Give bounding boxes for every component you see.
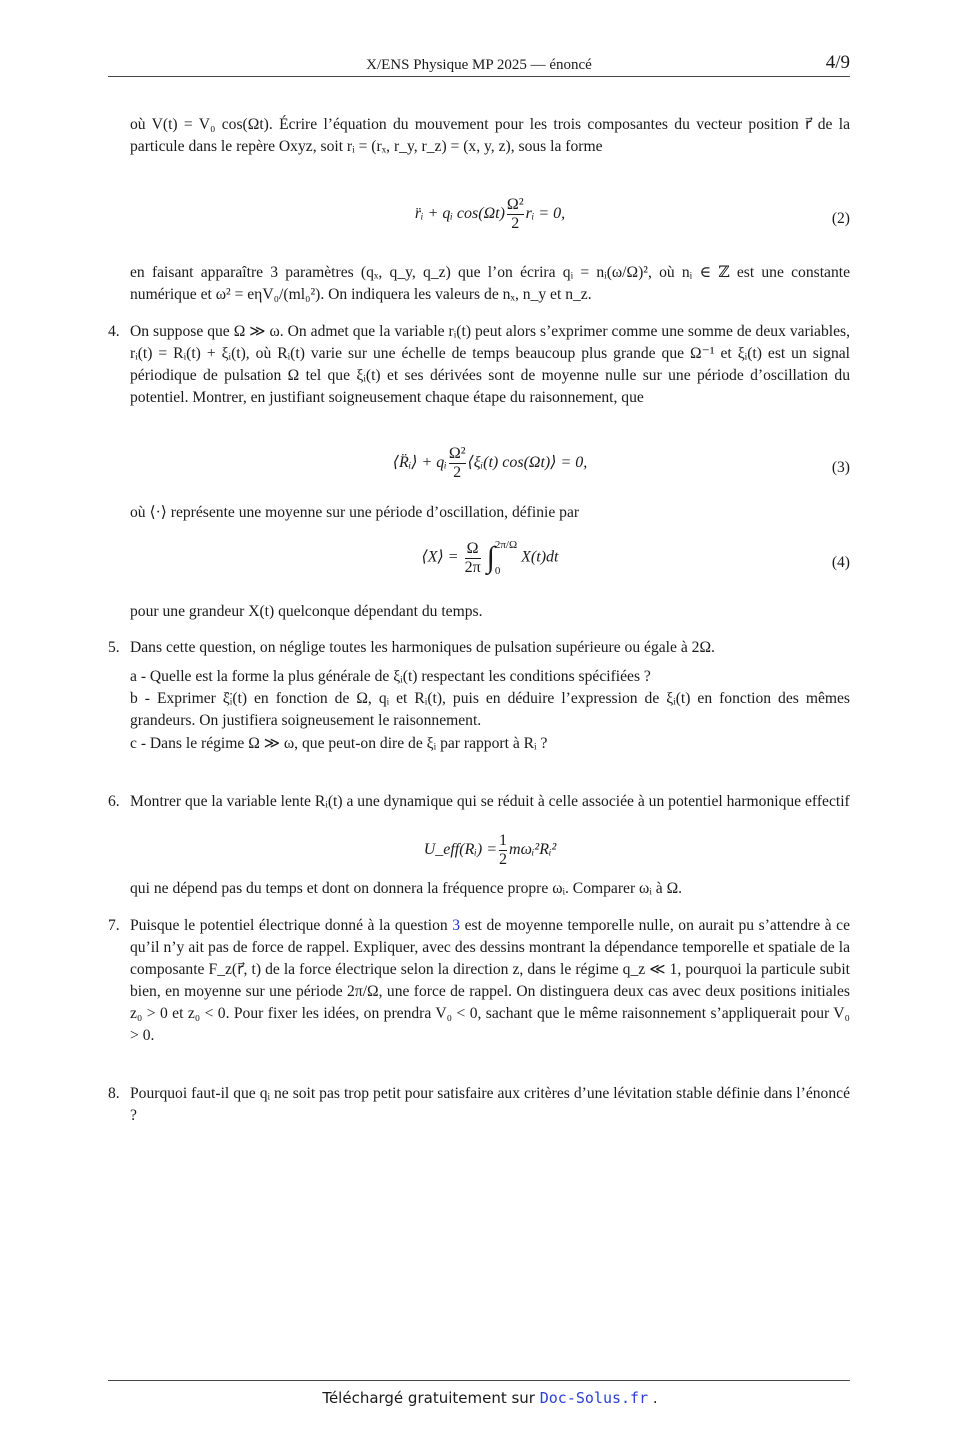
equation-4-body <box>130 538 850 578</box>
equation-3-body <box>130 445 850 482</box>
equation-4 <box>130 538 850 590</box>
question-5c: c - Dans le régime Ω ≫ ω, que peut-on dire de ξᵢ par rapport à Rᵢ ? <box>130 735 548 752</box>
after-eq2-paragraph: en faisant apparaître 3 paramètres (qₓ, q_y, q_z) que l’on écrira qᵢ = nᵢ(ω/Ω)², où nᵢ ∈ ℤ est une constante numérique et ω² = eηV₀/(ml₀²). On indiquera les valeurs de nₓ, n_y et n_z. <box>130 264 850 303</box>
eq3-frac-num: Ω² <box>448 445 466 462</box>
question-7-text <box>130 915 850 1047</box>
question-8-text: Pourquoi faut-il que qᵢ ne soit pas trop petit pour satisfaire aux critères d’une lévitation stable définie dans l’énoncé ? <box>130 1085 850 1124</box>
integral-sign: ∫ <box>486 541 495 574</box>
eq4-rhs: X(t)dt <box>521 548 559 566</box>
question-5b: b - Exprimer ξ̈ᵢ(t) en fonction de Ω, qᵢ et Rᵢ(t), puis en déduire l’expression de ξᵢ(t) en fonction des mêmes grandeurs. On justifiera soigneusement le raisonnement. <box>130 690 850 729</box>
after-eq3-paragraph: où ⟨·⟩ représente une moyenne sur une période d’oscillation, définie par <box>130 504 580 521</box>
eq3-fraction <box>449 445 466 482</box>
eq3-lhs: ⟨R̈ᵢ⟩ + qᵢ <box>392 454 447 472</box>
eq2-frac-num: Ω² <box>506 196 524 213</box>
intro-paragraph: où V(t) = V₀ cos(Ωt). Écrire l’équation du mouvement pour les trois composantes du vecteur position r⃗ de la particule dans le repère Oxyz, soit rᵢ = (rₓ, r_y, r_z) = (x, y, z), sous la forme <box>130 116 850 155</box>
eq3-rhs: ⟨ξᵢ(t) cos(Ωt)⟩ = 0, <box>467 454 588 472</box>
integral-upper: 2π/Ω <box>494 539 518 551</box>
integral-bounds <box>495 538 517 578</box>
ueff-rhs: mωᵢ²Rᵢ² <box>509 841 557 859</box>
question-6-after: qui ne dépend pas du temps et dont on donnera la fréquence propre ωᵢ. Comparer ωᵢ à Ω. <box>130 880 683 897</box>
page-header <box>108 52 850 77</box>
question-6-number: 6. <box>108 793 120 810</box>
page-number: 4/9 <box>825 52 850 73</box>
question-3-link[interactable]: 3 <box>452 917 461 934</box>
equation-2 <box>130 196 850 242</box>
equation-2-number: (2) <box>831 210 850 227</box>
equation-3-number: (3) <box>831 459 850 476</box>
ueff-frac-den: 2 <box>499 851 508 868</box>
equation-ueff-body <box>130 832 850 869</box>
question-7-number: 7. <box>108 917 120 934</box>
question-8-number: 8. <box>108 1085 120 1102</box>
eq2-rhs: rᵢ = 0, <box>525 205 566 223</box>
eq4-frac-den: 2π <box>464 558 481 576</box>
page-footer <box>0 1387 980 1409</box>
question-5a: a - Quelle est la forme la plus générale de ξᵢ(t) respectant les conditions spécifiées ? <box>130 668 651 685</box>
equation-2-body <box>130 196 850 233</box>
footer-text: Téléchargé gratuitement sur <box>322 1389 540 1407</box>
q7-text-before: Puisque le potentiel électrique donné à la question <box>130 917 453 934</box>
q7-text-after: est de moyenne temporelle nulle, on aurait pu s’attendre à ce qu’il n’y ait pas de force de rappel. Expliquer, avec des dessins montrant la dépendance temporelle et spatiale de la composante F_z(r⃗, t) de la force électrique selon la direction z, dans le régime q_z ≪ 1, pourquoi la particule subit bien, en moyenne sur une période 2π/Ω, une force de rappel. On distinguera deux cas avec deux positions initiales z₀ > 0 et z₀ < 0. Pour fixer les idées, on prendra V₀ < 0, sachant que le même raisonnement s’appliquerait pour V₀ > 0. <box>130 917 851 1044</box>
question-4-number: 4. <box>108 323 120 340</box>
question-4-text: On suppose que Ω ≫ ω. On admet que la variable rᵢ(t) peut alors s’exprimer comme une somme de deux variables, rᵢ(t) = Rᵢ(t) + ξᵢ(t), où Rᵢ(t) varie sur une échelle de temps beaucoup plus grande que Ω⁻¹ et ξᵢ(t) est un signal périodique de pulsation Ω tel que ξᵢ(t) et ses dérivées sont de moyenne nulle sur une période d’oscillation du potentiel. Montrer, en justifiant soigneusement chaque étape du raisonnement, que <box>130 323 850 406</box>
eq4-fraction <box>465 540 481 577</box>
eq2-lhs: r̈ᵢ + qᵢ cos(Ωt) <box>414 205 505 223</box>
equation-4-number: (4) <box>831 554 850 571</box>
eq4-frac-num: Ω <box>466 539 479 557</box>
header-title: X/ENS Physique MP 2025 — énoncé <box>366 57 592 73</box>
question-6-text: Montrer que la variable lente Rᵢ(t) a une dynamique qui se réduit à celle associée à un potentiel harmonique effectif <box>130 793 850 810</box>
ueff-lhs: U_eff(Rᵢ) = <box>423 841 498 859</box>
eq4-lhs: ⟨X⟩ = <box>421 548 459 566</box>
doc-solus-link[interactable]: Doc-Solus.fr <box>539 1389 649 1407</box>
eq2-frac-den: 2 <box>507 214 524 233</box>
ueff-fraction <box>499 832 507 869</box>
footer-end: . <box>648 1389 658 1407</box>
question-5-number: 5. <box>108 639 120 656</box>
eq3-frac-den: 2 <box>449 463 466 482</box>
question-5-text: Dans cette question, on néglige toutes les harmoniques de pulsation supérieure ou égale à 2Ω. <box>130 639 715 656</box>
footer-divider <box>108 1380 850 1381</box>
equation-3 <box>130 445 850 491</box>
ueff-frac-num: 1 <box>499 832 508 849</box>
after-eq4-paragraph: pour une grandeur X(t) quelconque dépendant du temps. <box>130 603 483 620</box>
eq2-fraction <box>507 196 524 233</box>
integral-lower: 0 <box>494 565 501 577</box>
equation-ueff <box>130 832 850 876</box>
